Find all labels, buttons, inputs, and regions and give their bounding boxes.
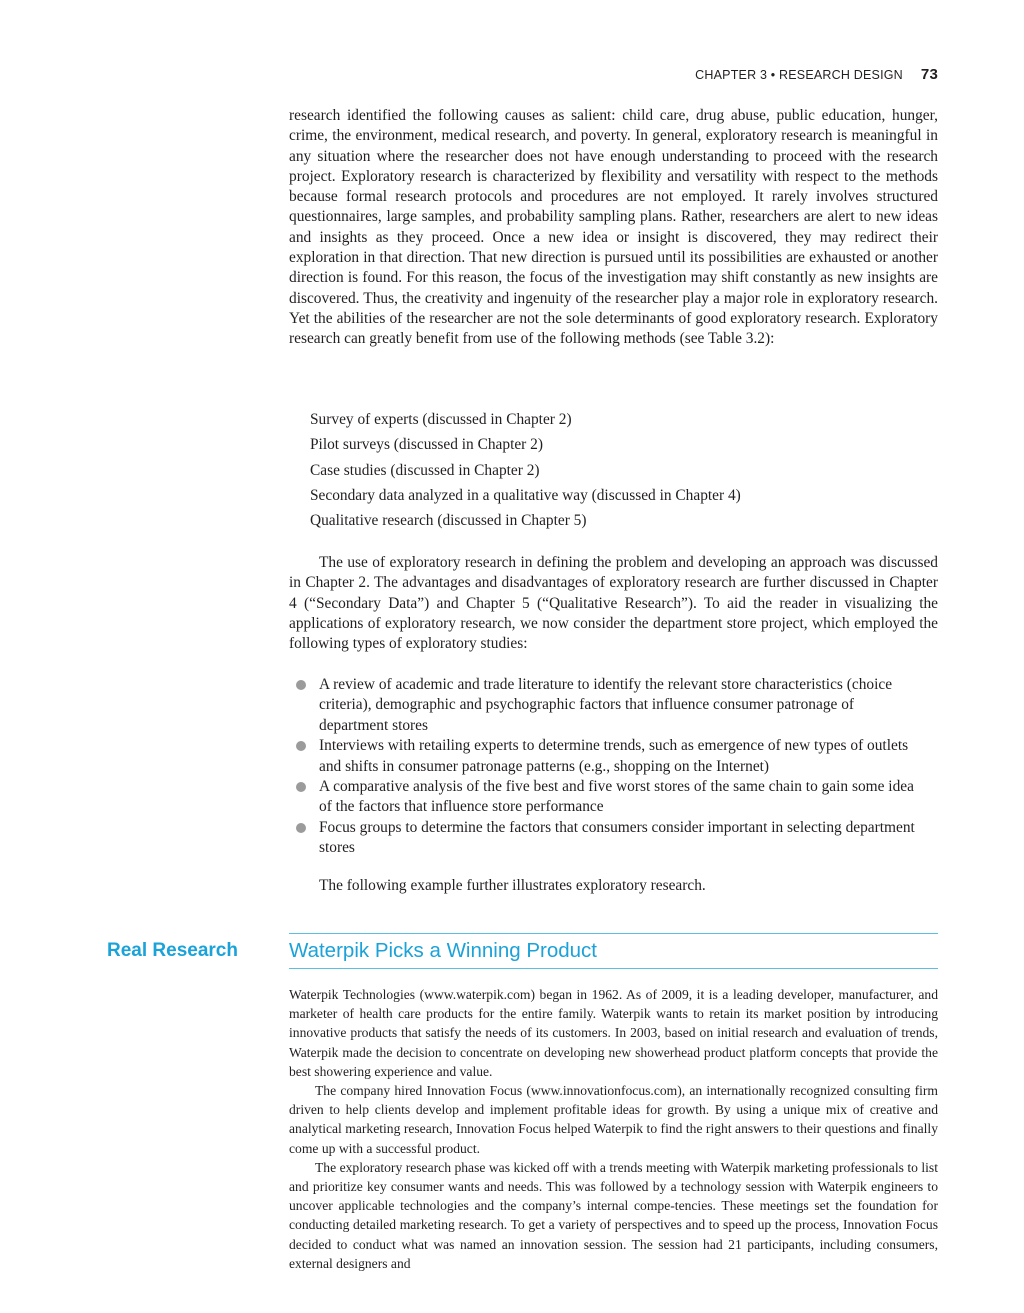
bullet-dot-icon (296, 680, 306, 690)
running-head-title: CHAPTER 3 • RESEARCH DESIGN (695, 68, 903, 82)
running-head (600, 66, 938, 83)
bullet-item (296, 675, 916, 736)
bullet-text: Focus groups to determine the factors that consumers consider important in selecting department stores (319, 818, 915, 857)
method-item: Secondary data analyzed in a qualitative way (discussed in Chapter 4) (310, 486, 741, 504)
method-item: Case studies (discussed in Chapter 2) (310, 461, 540, 479)
bullet-dot-icon (296, 823, 306, 833)
section-rule-bottom (289, 968, 938, 969)
case-paragraph: The exploratory research phase was kicked off with a trends meeting with Waterpik marketing professionals to list and prioritize key consumer wants and needs. This was followed by a technology session with Waterpik engineers to uncover applicable technologies and the company’s internal compe-tencies. These meetings set the foundation for conducting detailed marketing research. To get a variety of perspectives and to speed up the process, Innovation Focus decided to conduct what was named an innovation session. The session had 21 participants, including consumers, external designers and (289, 1159, 938, 1271)
real-research-body (289, 985, 938, 1273)
followup-sentence: The following example further illustrates exploratory research. (319, 877, 706, 894)
bullet-item (296, 818, 916, 859)
bullet-dot-icon (296, 782, 306, 792)
body-paragraph-2: The use of exploratory research in defining the problem and developing an approach was discussed in Chapter 2. The advantages and disadvantages of exploratory research are further discussed in Chapter 4 (“Secondary Data”) and Chapter 5 (“Qualitative Research”). To aid the reader in visualizing the applications of exploratory research, we now consider the department store project, which employed the following types of exploratory studies: (289, 554, 938, 653)
bullet-text: A review of academic and trade literature to identify the relevant store characteristics (choice criteria), demographic and psychographic factors that influence consumer patronage of department stores (319, 676, 893, 734)
bullet-text: Interviews with retailing experts to determine trends, such as emergence of new types of outlets and shifts in consumer patronage patterns (e.g., shopping on the Internet) (319, 737, 909, 775)
section-rule-top (289, 933, 938, 934)
exploratory-studies-list (296, 675, 916, 859)
page-number: 73 (920, 66, 938, 83)
method-item: Pilot surveys (discussed in Chapter 2) (310, 436, 543, 454)
real-research-title: Waterpik Picks a Winning Product (289, 939, 597, 962)
real-research-label: Real Research (107, 940, 238, 961)
case-paragraph: The company hired Innovation Focus (www.innovationfocus.com), an internationally recognized consulting firm driven to help clients develop and implement profitable ideas for growth. By using a unique mix of creative and analytical marketing research, Innovation Focus helped Waterpik to find the right answers to their questions and finally come up with a successful product. (289, 1083, 938, 1156)
method-item: Survey of experts (discussed in Chapter 2) (310, 411, 572, 428)
method-item: Qualitative research (discussed in Chapter 5) (310, 512, 587, 530)
bullet-item (296, 777, 916, 818)
case-paragraph: Waterpik Technologies (www.waterpik.com) began in 1962. As of 2009, it is a leading developer, manufacturer, and marketer of health care products for the entire family. Waterpik wants to retain its market position by introducing innovative products that satisfy the needs of its customers. In 2003, based on initial research and evaluation of trends, Waterpik made the decision to concentrate on developing new showerhead product platform concepts that provide the best showering experience and value. (289, 987, 938, 1079)
bullet-item (296, 736, 916, 777)
methods-list (310, 410, 741, 536)
bullet-dot-icon (296, 741, 306, 751)
bullet-text: A comparative analysis of the five best and five worst stores of the same chain to gain some idea of the factors that influence store performance (319, 778, 914, 816)
body-paragraph-1: research identified the following causes as salient: child care, drug abuse, public education, hunger, crime, the environment, medical research, and poverty. In general, exploratory research is meaningful in any situation where the researcher does not have enough understanding to proceed with the research project. Exploratory research is characterized by flexibility and versatility with respect to the methods because formal research protocols and procedures are not employed. It rarely involves structured questionnaires, large samples, and probability sampling plans. Rather, researchers are alert to new ideas and insights as they proceed. Once a new idea or insight is discovered, they may redirect their exploration in that direction. That new direction is pursued until its possibilities are exhausted or another direction is found. For this reason, the focus of the investigation may shift constantly as new insights are discovered. Thus, the creativity and ingenuity of the researcher play a major role in exploratory research. Yet the abilities of the researcher are not the sole determinants of good exploratory research. Exploratory research can greatly benefit from use of the following methods (see Table 3.2): (289, 107, 938, 348)
